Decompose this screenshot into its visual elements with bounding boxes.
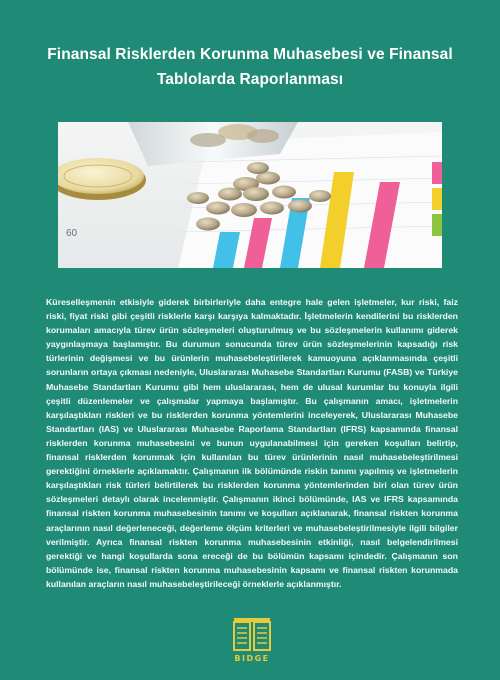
book-abstract: Küreselleşmenin etkisiyle giderek birbirleriyle daha entegre hale gelen işletmeler, kur riski, faiz riski, fiyat riski gibi çeşitli risklerle karşı karşıya kalmaktadır. İşletmelerin kendilerini bu risklerden korumaları amacıyla türev ürün sözleşmeleri oluşturulmuş ve bu sözleşmelerin kullanımı giderek yaygınlaşmaya başlamıştır. Bu durumun sonucunda türev ürün sözleşmelerinin kapsadığı risk türlerinin değişmesi ve bu ürünlerin muhasebeleştirilerek kamuoyuna açıklanmasında çeşitli sorunların ortaya çıkması nedeniyle, Uluslararası Muhasebe Standartları Kurumu (FASB) ve Türkiye Muhasebe Standartları Kurumu gibi hem uluslararası, hem de ulusal kurumlar bu konuyla ilgili çeşitli düzenlemeler ve çalışmalar yapmaya başlamıştır. Bu çalışmanın amacı, işletmelerin karşılaştıkları riskleri ve bu risklerden korunma yöntemlerini inceleyerek, Uluslararası Muhasebe Standartları (IAS) ve Uluslararası Muhasebe Raporlama Standartları (IFRS) kapsamında finansal risklerden korunma muhasebesini ve bunun uygulanabilmesi için gereken koşulları belirtip, finansal risklerden korunmak için kullanılan bu türev ürünlerinin nasıl muhasebeleştirilmesi gerektiğini örneklerle açıklamaktır. Çalışmanın ilk bölümünde riskin tanımı yapılmış ve işletmelerin karşılaştıkları risk türleri belirtilerek bu risklerden korunma yöntemlerinden biri olan türev ürün sözleşmeleri detaylı olarak incelenmiştir. Çalışmanın ikinci bölümünde, IAS ve IFRS kapsamında finansal riskten korunma muhasebesinin tanımı ve koşulları açıklanarak, finansal riskten korunma araçlarının nasıl değerleneceği, değerleme ölçüm kriterleri ve muhasebeleştirilmesiyle ilgili bilgiler verilmiştir. Ayrıca finansal riskten korunma muhasebesinin etkinliği, nasıl belgelendirilmesi gerektiği ve hangi koşullarda sona ereceği de bu bölümün kapsamı içindedir. Çalışmanın son bölümünde ise, finansal riskten korunma muhasebesinin kapsamı ve finansal riskten korunmada kullanılan araçların nasıl muhasebeleştirileceği örneklerle açıklanmıştır.: [46, 297, 458, 589]
tab-yellow: [432, 188, 442, 210]
chart-tick-label: 60: [66, 228, 78, 239]
open-book-icon: [230, 616, 274, 654]
cover-photo: [58, 122, 442, 268]
book-title: Finansal Risklerden Korunma Muhasebesi ve Finansal Tablolarda Raporlanması: [47, 46, 453, 88]
coins-jar-and-chart-illustration: [58, 122, 442, 268]
publisher-logo: [230, 616, 274, 664]
tab-green: [432, 214, 442, 236]
tab-pink: [432, 162, 442, 184]
publisher-name: BIDGE: [234, 654, 270, 663]
